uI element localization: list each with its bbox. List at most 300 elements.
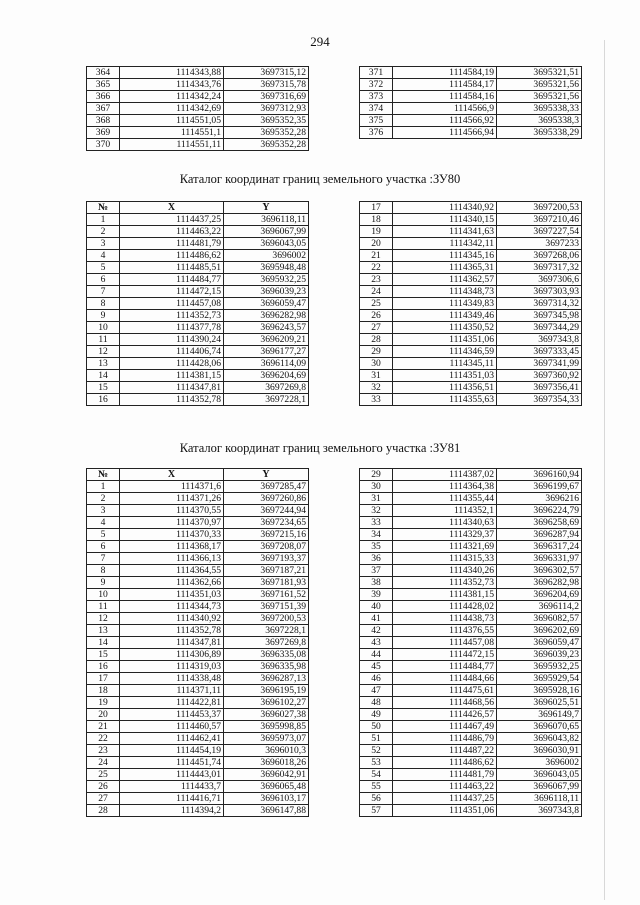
table-row bbox=[360, 625, 582, 637]
table-row bbox=[87, 274, 309, 286]
point-number-cell: 28 bbox=[360, 334, 393, 346]
point-number-cell: 3 bbox=[87, 505, 120, 517]
point-number-cell: 375 bbox=[360, 115, 393, 127]
coord-x-cell: 1114346,59 bbox=[393, 346, 497, 358]
coord-y-cell: 3696282,98 bbox=[224, 310, 309, 322]
coord-y-cell: 3696224,79 bbox=[497, 505, 582, 517]
point-number-cell: 12 bbox=[87, 613, 120, 625]
table-row bbox=[360, 673, 582, 685]
table-row bbox=[360, 637, 582, 649]
coord-y-cell: 3697234,65 bbox=[224, 517, 309, 529]
point-number-cell: 18 bbox=[360, 214, 393, 226]
coord-y-cell: 3696102,27 bbox=[224, 697, 309, 709]
coord-y-cell: 3696010,3 bbox=[224, 745, 309, 757]
coord-x-cell: 1114566,92 bbox=[393, 115, 497, 127]
coord-x-cell: 1114551,05 bbox=[120, 115, 224, 127]
coord-x-cell: 1114352,73 bbox=[393, 577, 497, 589]
point-number-cell: 23 bbox=[87, 745, 120, 757]
coord-x-cell: 1114484,77 bbox=[120, 274, 224, 286]
coord-y-cell: 3697316,69 bbox=[224, 91, 309, 103]
table-row bbox=[87, 103, 309, 115]
point-number-cell: 8 bbox=[87, 298, 120, 310]
coord-y-cell: 3697345,98 bbox=[497, 310, 582, 322]
coord-y-cell: 3696002 bbox=[497, 757, 582, 769]
table-row bbox=[87, 322, 309, 334]
coord-y-cell: 3697269,8 bbox=[224, 382, 309, 394]
coord-x-cell: 1114486,79 bbox=[393, 733, 497, 745]
coord-x-cell: 1114348,73 bbox=[393, 286, 497, 298]
coord-x-cell: 1114321,69 bbox=[393, 541, 497, 553]
point-number-cell: 41 bbox=[360, 613, 393, 625]
table-row bbox=[360, 382, 582, 394]
coord-y-cell: 3696199,67 bbox=[497, 481, 582, 493]
table-row bbox=[87, 79, 309, 91]
coord-x-cell: 1114349,83 bbox=[393, 298, 497, 310]
table-row bbox=[87, 127, 309, 139]
point-number-cell: 14 bbox=[87, 370, 120, 382]
table-row bbox=[360, 553, 582, 565]
coord-y-cell: 3697200,53 bbox=[224, 613, 309, 625]
coord-y-cell: 3696103,17 bbox=[224, 793, 309, 805]
point-number-cell: 50 bbox=[360, 721, 393, 733]
table-row bbox=[360, 793, 582, 805]
table-row bbox=[87, 394, 309, 406]
point-number-cell: 364 bbox=[87, 67, 120, 79]
table-row bbox=[360, 781, 582, 793]
point-number-cell: 56 bbox=[360, 793, 393, 805]
table-row bbox=[360, 769, 582, 781]
coord-x-cell: 1114463,22 bbox=[393, 781, 497, 793]
coord-y-cell: 3696065,48 bbox=[224, 781, 309, 793]
table-row bbox=[87, 793, 309, 805]
point-number-cell: 10 bbox=[87, 589, 120, 601]
coord-x-cell: 1114457,08 bbox=[393, 637, 497, 649]
table-row bbox=[360, 805, 582, 817]
column-header-num: № bbox=[87, 469, 120, 481]
point-number-cell: 32 bbox=[360, 382, 393, 394]
point-number-cell: 4 bbox=[87, 250, 120, 262]
coord-x-cell: 1114584,19 bbox=[393, 67, 497, 79]
table-row bbox=[360, 613, 582, 625]
table-row bbox=[360, 505, 582, 517]
coord-y-cell: 3696059,47 bbox=[497, 637, 582, 649]
coord-x-cell: 1114457,08 bbox=[120, 298, 224, 310]
table-row bbox=[360, 358, 582, 370]
coord-y-cell: 3696195,19 bbox=[224, 685, 309, 697]
coord-x-cell: 1114390,24 bbox=[120, 334, 224, 346]
coord-x-cell: 1114467,49 bbox=[393, 721, 497, 733]
table-row bbox=[87, 781, 309, 793]
point-number-cell: 9 bbox=[87, 577, 120, 589]
coord-x-cell: 1114351,03 bbox=[120, 589, 224, 601]
coord-x-cell: 1114460,57 bbox=[120, 721, 224, 733]
coord-y-cell: 3697315,12 bbox=[224, 67, 309, 79]
table-row bbox=[87, 745, 309, 757]
coord-y-cell: 3695352,35 bbox=[224, 115, 309, 127]
point-number-cell: 369 bbox=[87, 127, 120, 139]
point-number-cell: 5 bbox=[87, 529, 120, 541]
table-row bbox=[87, 673, 309, 685]
table-row bbox=[87, 565, 309, 577]
coord-y-cell: 3697227,54 bbox=[497, 226, 582, 238]
coord-y-cell: 3697268,06 bbox=[497, 250, 582, 262]
table-row bbox=[87, 541, 309, 553]
coord-x-cell: 1114355,44 bbox=[393, 493, 497, 505]
coord-y-cell: 3696335,98 bbox=[224, 661, 309, 673]
coord-y-cell: 3697333,45 bbox=[497, 346, 582, 358]
coord-y-cell: 3697344,29 bbox=[497, 322, 582, 334]
coord-x-cell: 1114486,62 bbox=[120, 250, 224, 262]
column-header-num: № bbox=[87, 202, 120, 214]
coord-y-cell: 3695338,33 bbox=[497, 103, 582, 115]
coord-x-cell: 1114551,11 bbox=[120, 139, 224, 151]
coord-y-cell: 3696042,91 bbox=[224, 769, 309, 781]
coord-x-cell: 1114315,33 bbox=[393, 553, 497, 565]
point-number-cell: 30 bbox=[360, 358, 393, 370]
coord-y-cell: 3697285,47 bbox=[224, 481, 309, 493]
point-number-cell: 27 bbox=[360, 322, 393, 334]
coord-y-cell: 3697315,78 bbox=[224, 79, 309, 91]
coord-x-cell: 1114362,57 bbox=[393, 274, 497, 286]
point-number-cell: 8 bbox=[87, 565, 120, 577]
table-row bbox=[87, 757, 309, 769]
coord-x-cell: 1114342,24 bbox=[120, 91, 224, 103]
coord-table-zu80-right bbox=[359, 201, 582, 406]
point-number-cell: 9 bbox=[87, 310, 120, 322]
table-row bbox=[360, 541, 582, 553]
point-number-cell: 373 bbox=[360, 91, 393, 103]
coord-x-cell: 1114370,97 bbox=[120, 517, 224, 529]
coord-y-cell: 3696216 bbox=[497, 493, 582, 505]
table-row bbox=[87, 139, 309, 151]
table-row bbox=[360, 334, 582, 346]
coord-y-cell: 3696177,27 bbox=[224, 346, 309, 358]
column-header-y: Y bbox=[224, 469, 309, 481]
coord-x-cell: 1114306,89 bbox=[120, 649, 224, 661]
coord-y-cell: 3696030,91 bbox=[497, 745, 582, 757]
point-number-cell: 31 bbox=[360, 493, 393, 505]
coord-y-cell: 3697306,6 bbox=[497, 274, 582, 286]
table-row bbox=[87, 805, 309, 817]
table-row bbox=[360, 577, 582, 589]
point-number-cell: 21 bbox=[360, 250, 393, 262]
point-number-cell: 33 bbox=[360, 517, 393, 529]
coord-x-cell: 1114352,78 bbox=[120, 394, 224, 406]
table-row bbox=[87, 553, 309, 565]
point-number-cell: 371 bbox=[360, 67, 393, 79]
coord-y-cell: 3697233 bbox=[497, 238, 582, 250]
point-number-cell: 372 bbox=[360, 79, 393, 91]
point-number-cell: 23 bbox=[360, 274, 393, 286]
coord-y-cell: 3696118,11 bbox=[224, 214, 309, 226]
coord-x-cell: 1114387,02 bbox=[393, 469, 497, 481]
coord-y-cell: 3697260,86 bbox=[224, 493, 309, 505]
point-number-cell: 22 bbox=[87, 733, 120, 745]
coord-x-cell: 1114468,56 bbox=[393, 697, 497, 709]
table-row bbox=[360, 745, 582, 757]
coord-x-cell: 1114347,81 bbox=[120, 637, 224, 649]
coord-y-cell: 3696067,99 bbox=[224, 226, 309, 238]
table-row bbox=[360, 238, 582, 250]
table-row bbox=[360, 394, 582, 406]
coord-x-cell: 1114454,19 bbox=[120, 745, 224, 757]
table-row bbox=[360, 214, 582, 226]
point-number-cell: 17 bbox=[360, 202, 393, 214]
point-number-cell: 12 bbox=[87, 346, 120, 358]
coord-y-cell: 3697303,93 bbox=[497, 286, 582, 298]
point-number-cell: 43 bbox=[360, 637, 393, 649]
table-row bbox=[360, 250, 582, 262]
table-row bbox=[360, 697, 582, 709]
coord-y-cell: 3696025,51 bbox=[497, 697, 582, 709]
coord-y-cell: 3697181,93 bbox=[224, 577, 309, 589]
table-row bbox=[360, 274, 582, 286]
coord-x-cell: 1114352,73 bbox=[120, 310, 224, 322]
table-row bbox=[360, 67, 582, 79]
table-row bbox=[87, 214, 309, 226]
point-number-cell: 24 bbox=[360, 286, 393, 298]
point-number-cell: 39 bbox=[360, 589, 393, 601]
table-row bbox=[360, 286, 582, 298]
point-number-cell: 25 bbox=[87, 769, 120, 781]
table-row bbox=[360, 565, 582, 577]
point-number-cell: 6 bbox=[87, 274, 120, 286]
point-number-cell: 15 bbox=[87, 649, 120, 661]
coord-x-cell: 1114349,46 bbox=[393, 310, 497, 322]
table-row bbox=[360, 262, 582, 274]
point-number-cell: 6 bbox=[87, 541, 120, 553]
coord-y-cell: 3696243,57 bbox=[224, 322, 309, 334]
coord-x-cell: 1114453,37 bbox=[120, 709, 224, 721]
point-number-cell: 26 bbox=[360, 310, 393, 322]
coord-y-cell: 3695321,56 bbox=[497, 79, 582, 91]
point-number-cell: 1 bbox=[87, 481, 120, 493]
coord-x-cell: 1114362,66 bbox=[120, 577, 224, 589]
coord-x-cell: 1114428,06 bbox=[120, 358, 224, 370]
coord-x-cell: 1114381,15 bbox=[393, 589, 497, 601]
point-number-cell: 2 bbox=[87, 493, 120, 505]
table-row bbox=[360, 346, 582, 358]
table-row bbox=[360, 709, 582, 721]
point-number-cell: 7 bbox=[87, 286, 120, 298]
coord-x-cell: 1114426,57 bbox=[393, 709, 497, 721]
scan-artifact-line bbox=[604, 40, 605, 900]
coord-y-cell: 3697187,21 bbox=[224, 565, 309, 577]
column-header-y: Y bbox=[224, 202, 309, 214]
coord-y-cell: 3696160,94 bbox=[497, 469, 582, 481]
coord-y-cell: 3696039,23 bbox=[497, 649, 582, 661]
coord-x-cell: 1114366,13 bbox=[120, 553, 224, 565]
table-row bbox=[87, 517, 309, 529]
point-number-cell: 49 bbox=[360, 709, 393, 721]
coord-x-cell: 1114472,15 bbox=[120, 286, 224, 298]
point-number-cell: 40 bbox=[360, 601, 393, 613]
coord-x-cell: 1114484,66 bbox=[393, 673, 497, 685]
coord-x-cell: 1114377,78 bbox=[120, 322, 224, 334]
coord-x-cell: 1114347,81 bbox=[120, 382, 224, 394]
point-number-cell: 17 bbox=[87, 673, 120, 685]
coord-y-cell: 3696018,26 bbox=[224, 757, 309, 769]
coord-x-cell: 1114371,26 bbox=[120, 493, 224, 505]
table-row bbox=[360, 685, 582, 697]
coord-x-cell: 1114406,74 bbox=[120, 346, 224, 358]
coord-x-cell: 1114340,92 bbox=[393, 202, 497, 214]
point-number-cell: 28 bbox=[87, 805, 120, 817]
coord-x-cell: 1114381,15 bbox=[120, 370, 224, 382]
coord-y-cell: 3697210,46 bbox=[497, 214, 582, 226]
coord-x-cell: 1114371,11 bbox=[120, 685, 224, 697]
coord-x-cell: 1114584,17 bbox=[393, 79, 497, 91]
coord-y-cell: 3697360,92 bbox=[497, 370, 582, 382]
point-number-cell: 367 bbox=[87, 103, 120, 115]
table-row bbox=[360, 115, 582, 127]
coord-y-cell: 3697354,33 bbox=[497, 394, 582, 406]
coord-y-cell: 3696204,69 bbox=[224, 370, 309, 382]
point-number-cell: 31 bbox=[360, 370, 393, 382]
coord-x-cell: 1114342,11 bbox=[393, 238, 497, 250]
table-row bbox=[87, 358, 309, 370]
point-number-cell: 25 bbox=[360, 298, 393, 310]
coord-x-cell: 1114463,22 bbox=[120, 226, 224, 238]
coord-x-cell: 1114485,51 bbox=[120, 262, 224, 274]
point-number-cell: 42 bbox=[360, 625, 393, 637]
point-number-cell: 4 bbox=[87, 517, 120, 529]
coord-y-cell: 3696118,11 bbox=[497, 793, 582, 805]
coord-table-zu81-left bbox=[86, 468, 309, 817]
coord-x-cell: 1114376,55 bbox=[393, 625, 497, 637]
coord-y-cell: 3697161,52 bbox=[224, 589, 309, 601]
table-row bbox=[360, 79, 582, 91]
coord-y-cell: 3697343,8 bbox=[497, 334, 582, 346]
coord-x-cell: 1114551,1 bbox=[120, 127, 224, 139]
point-number-cell: 20 bbox=[360, 238, 393, 250]
point-number-cell: 38 bbox=[360, 577, 393, 589]
coord-x-cell: 1114345,11 bbox=[393, 358, 497, 370]
point-number-cell: 45 bbox=[360, 661, 393, 673]
column-header-x: X bbox=[120, 202, 224, 214]
coord-x-cell: 1114428,02 bbox=[393, 601, 497, 613]
table-row bbox=[360, 517, 582, 529]
point-number-cell: 11 bbox=[87, 601, 120, 613]
table-row bbox=[360, 757, 582, 769]
coord-x-cell: 1114365,31 bbox=[393, 262, 497, 274]
table-row bbox=[87, 685, 309, 697]
point-number-cell: 19 bbox=[87, 697, 120, 709]
point-number-cell: 20 bbox=[87, 709, 120, 721]
point-number-cell: 365 bbox=[87, 79, 120, 91]
column-header-x: X bbox=[120, 469, 224, 481]
point-number-cell: 29 bbox=[360, 469, 393, 481]
table-row bbox=[360, 601, 582, 613]
point-number-cell: 7 bbox=[87, 553, 120, 565]
point-number-cell: 53 bbox=[360, 757, 393, 769]
coord-y-cell: 3695352,28 bbox=[224, 139, 309, 151]
coord-y-cell: 3695998,85 bbox=[224, 721, 309, 733]
point-number-cell: 3 bbox=[87, 238, 120, 250]
coord-x-cell: 1114475,61 bbox=[393, 685, 497, 697]
coord-x-cell: 1114319,03 bbox=[120, 661, 224, 673]
point-number-cell: 10 bbox=[87, 322, 120, 334]
table-row bbox=[87, 589, 309, 601]
coord-y-cell: 3695932,25 bbox=[224, 274, 309, 286]
coord-x-cell: 1114394,2 bbox=[120, 805, 224, 817]
page-number: 294 bbox=[310, 34, 330, 49]
coord-x-cell: 1114351,06 bbox=[393, 805, 497, 817]
coord-y-cell: 3696209,21 bbox=[224, 334, 309, 346]
section-title-zu80: Каталог координат границ земельного участка :ЗУ80 bbox=[179, 172, 461, 186]
point-number-cell: 35 bbox=[360, 541, 393, 553]
coord-x-cell: 1114370,55 bbox=[120, 505, 224, 517]
coord-x-cell: 1114462,41 bbox=[120, 733, 224, 745]
coord-x-cell: 1114340,15 bbox=[393, 214, 497, 226]
coord-y-cell: 3696082,57 bbox=[497, 613, 582, 625]
coord-x-cell: 1114451,74 bbox=[120, 757, 224, 769]
section-title-zu81: Каталог координат границ земельного участка :ЗУ81 bbox=[179, 441, 461, 455]
table-row bbox=[87, 637, 309, 649]
coord-y-cell: 3697193,37 bbox=[224, 553, 309, 565]
coord-y-cell: 3697228,1 bbox=[224, 625, 309, 637]
point-number-cell: 14 bbox=[87, 637, 120, 649]
point-number-cell: 48 bbox=[360, 697, 393, 709]
table-row bbox=[360, 661, 582, 673]
coord-y-cell: 3696149,7 bbox=[497, 709, 582, 721]
table-row bbox=[360, 649, 582, 661]
coord-x-cell: 1114484,77 bbox=[393, 661, 497, 673]
coord-y-cell: 3695338,3 bbox=[497, 115, 582, 127]
coord-x-cell: 1114370,33 bbox=[120, 529, 224, 541]
point-number-cell: 19 bbox=[360, 226, 393, 238]
coord-y-cell: 3695928,16 bbox=[497, 685, 582, 697]
table-row bbox=[360, 202, 582, 214]
coord-x-cell: 1114481,79 bbox=[393, 769, 497, 781]
table-row bbox=[360, 529, 582, 541]
table-row bbox=[87, 709, 309, 721]
table-row bbox=[87, 613, 309, 625]
coord-y-cell: 3696147,88 bbox=[224, 805, 309, 817]
coord-y-cell: 3695321,56 bbox=[497, 91, 582, 103]
table-row bbox=[87, 769, 309, 781]
point-number-cell: 34 bbox=[360, 529, 393, 541]
coord-y-cell: 3696282,98 bbox=[497, 577, 582, 589]
point-number-cell: 18 bbox=[87, 685, 120, 697]
coord-y-cell: 3696317,24 bbox=[497, 541, 582, 553]
coord-y-cell: 3696027,38 bbox=[224, 709, 309, 721]
coord-y-cell: 3696059,47 bbox=[224, 298, 309, 310]
coord-table-zu81-right bbox=[359, 468, 582, 817]
point-number-cell: 37 bbox=[360, 565, 393, 577]
coord-y-cell: 3695932,25 bbox=[497, 661, 582, 673]
coord-y-cell: 3696067,99 bbox=[497, 781, 582, 793]
table-row bbox=[87, 346, 309, 358]
point-number-cell: 2 bbox=[87, 226, 120, 238]
table-row bbox=[360, 733, 582, 745]
coord-y-cell: 3696335,08 bbox=[224, 649, 309, 661]
point-number-cell: 376 bbox=[360, 127, 393, 139]
coord-y-cell: 3697317,32 bbox=[497, 262, 582, 274]
coord-x-cell: 1114341,63 bbox=[393, 226, 497, 238]
coord-x-cell: 1114340,26 bbox=[393, 565, 497, 577]
point-number-cell: 52 bbox=[360, 745, 393, 757]
table-row bbox=[87, 601, 309, 613]
coord-x-cell: 1114352,78 bbox=[120, 625, 224, 637]
point-number-cell: 51 bbox=[360, 733, 393, 745]
table-row bbox=[360, 103, 582, 115]
coord-y-cell: 3695352,28 bbox=[224, 127, 309, 139]
coord-x-cell: 1114422,81 bbox=[120, 697, 224, 709]
point-number-cell: 22 bbox=[360, 262, 393, 274]
table-row bbox=[87, 697, 309, 709]
coord-table-continued-left bbox=[86, 66, 309, 151]
